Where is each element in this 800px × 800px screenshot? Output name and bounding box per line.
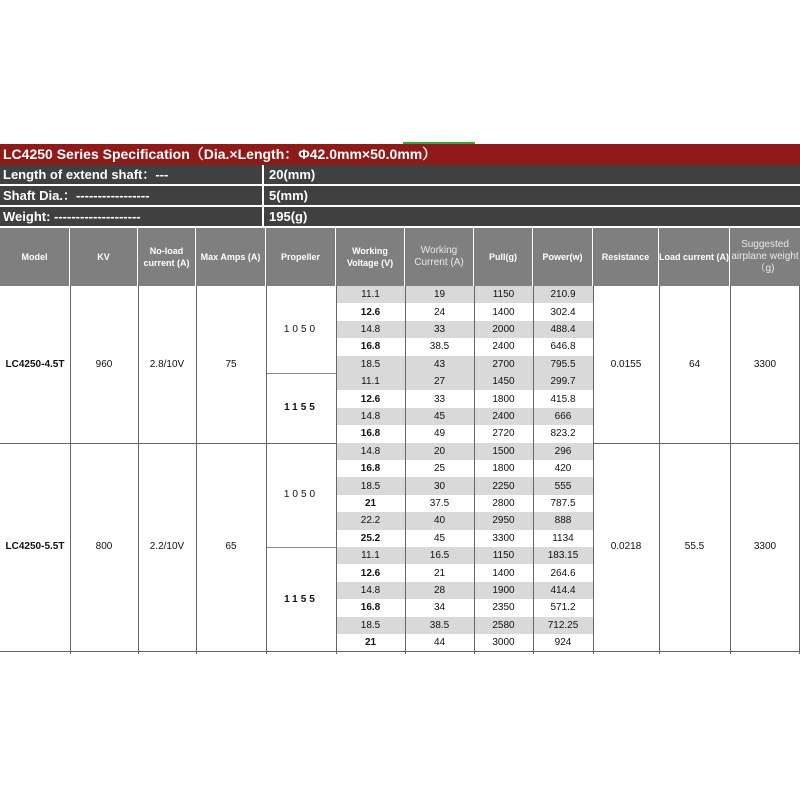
- column-rule: [659, 286, 660, 654]
- pull-cell: 1400: [474, 564, 533, 581]
- pull-cell: 2580: [474, 617, 533, 634]
- voltage-cell: 14.8: [336, 443, 405, 460]
- current-cell: 25: [405, 460, 474, 477]
- info-value: 5(mm): [269, 188, 309, 203]
- column-rule: [474, 286, 475, 654]
- spec-title: LC4250 Series Specification（Dia.×Length：Φ42.0mm×50.0mm）: [0, 144, 800, 165]
- voltage-cell: 16.8: [336, 599, 405, 616]
- voltage-cell: 11.1: [336, 286, 405, 303]
- power-cell: 795.5: [533, 356, 593, 373]
- pull-cell: 1800: [474, 460, 533, 477]
- current-cell: 37.5: [405, 495, 474, 512]
- voltage-cell: 18.5: [336, 617, 405, 634]
- current-cell: 43: [405, 356, 474, 373]
- power-cell: 888: [533, 512, 593, 529]
- voltage-cell: 14.8: [336, 321, 405, 338]
- info-row-shaft-dia: [0, 186, 800, 205]
- header-propeller: Propeller: [266, 228, 336, 286]
- header-resistance: Resistance: [593, 228, 659, 286]
- power-cell: 488.4: [533, 321, 593, 338]
- kv-cell: 800: [95, 541, 113, 553]
- maxamps-cell: 65: [225, 541, 237, 553]
- power-cell: 415.8: [533, 390, 593, 407]
- current-cell: 45: [405, 530, 474, 547]
- power-cell: 666: [533, 408, 593, 425]
- propeller-cell: 1155: [284, 593, 318, 605]
- current-cell: 21: [405, 564, 474, 581]
- airplane-weight-cell: 3300: [753, 541, 777, 553]
- current-cell: 28: [405, 582, 474, 599]
- column-rule: [70, 286, 71, 654]
- header-kv: KV: [70, 228, 138, 286]
- pull-cell: 2950: [474, 512, 533, 529]
- current-cell: 19: [405, 286, 474, 303]
- header-working-current: Working Current (A): [405, 228, 474, 286]
- power-cell: 296: [533, 443, 593, 460]
- model-cell: LC4250-4.5T: [5, 358, 65, 370]
- pull-cell: 2000: [474, 321, 533, 338]
- pull-cell: 1900: [474, 582, 533, 599]
- info-row-weight: [0, 207, 800, 226]
- current-cell: 33: [405, 321, 474, 338]
- column-rule: [138, 286, 139, 654]
- propeller-cell: 1155: [284, 402, 318, 414]
- noload-cell: 2.8/10V: [149, 358, 185, 370]
- resistance-cell: 0.0155: [610, 358, 642, 370]
- power-cell: 299.7: [533, 373, 593, 390]
- pull-cell: 3000: [474, 634, 533, 651]
- header-airplane-weight: Suggested airplane weight（g): [731, 239, 799, 274]
- model-cell: LC4250-5.5T: [5, 541, 65, 553]
- voltage-cell: 18.5: [336, 356, 405, 373]
- current-cell: 30: [405, 477, 474, 494]
- header-load-current: Load current (A): [659, 228, 730, 286]
- current-cell: 38.5: [405, 338, 474, 355]
- voltage-cell: 14.8: [336, 582, 405, 599]
- voltage-cell: 12.6: [336, 303, 405, 320]
- voltage-cell: 25.2: [336, 530, 405, 547]
- voltage-cell: 22.2: [336, 512, 405, 529]
- propeller-cell: 1050: [283, 324, 319, 335]
- info-label: Length of extend shaft：---: [0, 165, 264, 184]
- voltage-cell: 16.8: [336, 425, 405, 442]
- pull-cell: 2800: [474, 495, 533, 512]
- info-value: 20(mm): [269, 167, 316, 182]
- pull-cell: 2250: [474, 477, 533, 494]
- voltage-cell: 14.8: [336, 408, 405, 425]
- column-rule: [196, 286, 197, 654]
- current-cell: 44: [405, 634, 474, 651]
- voltage-cell: 21: [336, 495, 405, 512]
- power-cell: 787.5: [533, 495, 593, 512]
- pull-cell: 2720: [474, 425, 533, 442]
- maxamps-cell: 75: [225, 358, 237, 370]
- power-cell: 555: [533, 477, 593, 494]
- column-rule: [593, 286, 594, 654]
- header-pull: Pull(g): [474, 228, 533, 286]
- power-cell: 420: [533, 460, 593, 477]
- pull-cell: 1150: [474, 286, 533, 303]
- current-cell: 45: [405, 408, 474, 425]
- current-cell: 40: [405, 512, 474, 529]
- current-cell: 20: [405, 443, 474, 460]
- header-power: Power(w): [533, 228, 593, 286]
- group-divider: [0, 651, 800, 652]
- pull-cell: 2400: [474, 338, 533, 355]
- current-cell: 27: [405, 373, 474, 390]
- column-rule: [533, 286, 534, 654]
- voltage-cell: 12.6: [336, 564, 405, 581]
- info-label: Shaft Dia.：-----------------: [0, 186, 264, 205]
- voltage-cell: 21: [336, 634, 405, 651]
- power-cell: 210.9: [533, 286, 593, 303]
- power-cell: 414.4: [533, 582, 593, 599]
- power-cell: 264.6: [533, 564, 593, 581]
- pull-cell: 1450: [474, 373, 533, 390]
- power-cell: 1134: [533, 530, 593, 547]
- airplane-weight-cell: 3300: [753, 358, 777, 370]
- voltage-cell: 16.8: [336, 460, 405, 477]
- pull-cell: 1400: [474, 303, 533, 320]
- power-cell: 183.15: [533, 547, 593, 564]
- noload-cell: 2.2/10V: [149, 541, 185, 553]
- pull-cell: 1800: [474, 390, 533, 407]
- header-model: Model: [0, 228, 70, 286]
- pull-cell: 2350: [474, 599, 533, 616]
- voltage-cell: 11.1: [336, 373, 405, 390]
- load-current-cell: 55.5: [684, 541, 705, 553]
- selection-marker: [403, 142, 475, 144]
- header-max-amps: Max Amps (A): [196, 228, 266, 286]
- pull-cell: 1150: [474, 547, 533, 564]
- info-row-shaft-length: [0, 165, 800, 184]
- power-cell: 712.25: [533, 617, 593, 634]
- info-value: 195(g): [269, 209, 308, 224]
- power-cell: 924: [533, 634, 593, 651]
- current-cell: 16.5: [405, 547, 474, 564]
- column-rule: [336, 286, 337, 654]
- column-rule: [266, 286, 267, 654]
- kv-cell: 960: [95, 358, 113, 370]
- column-rule: [405, 286, 406, 654]
- power-cell: 571.2: [533, 599, 593, 616]
- current-cell: 49: [405, 425, 474, 442]
- column-rule: [730, 286, 731, 654]
- current-cell: 38.5: [405, 617, 474, 634]
- voltage-cell: 18.5: [336, 477, 405, 494]
- current-cell: 33: [405, 390, 474, 407]
- current-cell: 34: [405, 599, 474, 616]
- info-label: Weight: --------------------: [0, 207, 264, 226]
- propeller-cell: 1050: [283, 489, 319, 501]
- power-cell: 302.4: [533, 303, 593, 320]
- pull-cell: 1500: [474, 443, 533, 460]
- load-current-cell: 64: [688, 358, 701, 370]
- voltage-cell: 12.6: [336, 390, 405, 407]
- power-cell: 823.2: [533, 425, 593, 442]
- power-cell: 646.8: [533, 338, 593, 355]
- pull-cell: 2400: [474, 408, 533, 425]
- current-cell: 24: [405, 303, 474, 320]
- resistance-cell: 0.0218: [610, 541, 642, 553]
- voltage-cell: 16.8: [336, 338, 405, 355]
- header-noload-current: No-load current (A): [138, 228, 196, 286]
- pull-cell: 2700: [474, 356, 533, 373]
- voltage-cell: 11.1: [336, 547, 405, 564]
- pull-cell: 3300: [474, 530, 533, 547]
- header-working-voltage: Working Voltage (V): [336, 228, 405, 286]
